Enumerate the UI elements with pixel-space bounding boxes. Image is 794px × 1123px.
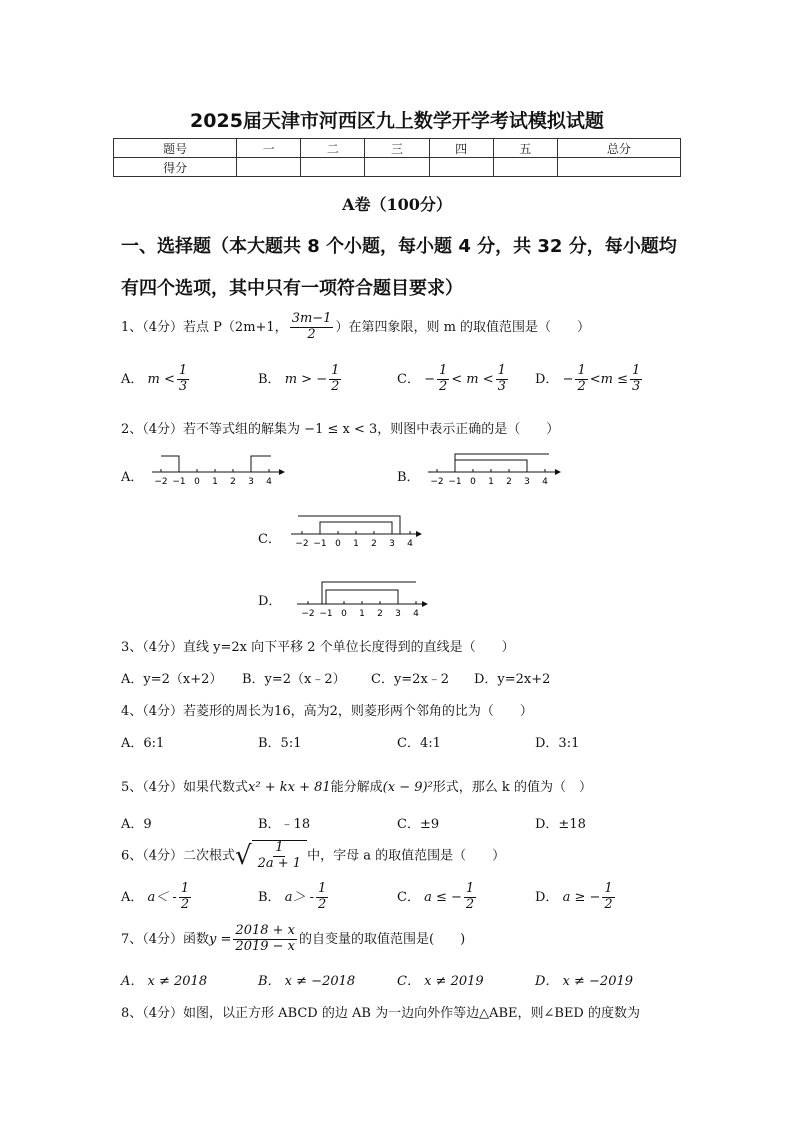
q2-option-a-label[interactable]: A．: [121, 470, 144, 485]
q6-option-c[interactable]: C． a ≤ − $\frac{1}{2}$: [397, 881, 475, 912]
question-2: 2、（4分）若不等式组的解集为 −1 ≤ x < 3，则图中表示正确的是（ ）: [121, 422, 560, 437]
section-1-heading-line1: 一、选择题（本大题共 8 个小题，每小题 4 分，共 32 分，每小题均: [121, 236, 677, 257]
question-7: 7、（4分）函数y = $\frac{2018 + x}{2019 - x}$ 的自变量的取值范围是( ): [121, 923, 466, 954]
question-4: 4、（4分）若菱形的周长为16，高为2，则菱形两个邻角的比为（ ）: [121, 704, 533, 719]
number-line-tick-label: 0: [194, 477, 200, 487]
number-line-tick-label: 3: [395, 609, 401, 619]
score-cell: 四: [429, 139, 493, 158]
q7-option-d[interactable]: D． x ≠ −2019: [535, 974, 634, 989]
q2-option-c-label[interactable]: C．: [258, 532, 281, 547]
q2-option-d-label[interactable]: D．: [258, 594, 282, 609]
number-line-tick-label: −2: [430, 477, 444, 487]
q3-option-b[interactable]: B．y=2（x﹣2）: [242, 672, 346, 687]
q4-option-a[interactable]: A．6:1: [121, 736, 165, 751]
question-3: 3、（4分）直线 y=2x 向下平移 2 个单位长度得到的直线是（ ）: [121, 640, 515, 655]
score-cell: 得分: [114, 158, 237, 177]
q6-option-a[interactable]: A． a＜ - $\frac{1}{2}$: [121, 881, 190, 912]
number-line-tick-label: 0: [335, 539, 341, 549]
q4-option-b[interactable]: B．5:1: [258, 736, 302, 751]
question-1: [121, 312, 590, 343]
score-input-cell[interactable]: [557, 158, 680, 177]
score-cell: 三: [365, 139, 429, 158]
section-1-heading-line2: 有四个选项，其中只有一项符合题目要求）: [121, 278, 463, 299]
q5-expression-factored: (x − 9)²: [382, 780, 433, 795]
number-line-tick-label: −1: [448, 477, 462, 487]
number-line-tick-label: 2: [230, 477, 236, 487]
score-input-cell[interactable]: [301, 158, 365, 177]
number-line-tick-label: 1: [359, 609, 365, 619]
number-line-tick-label: 4: [266, 477, 272, 487]
q4-option-c[interactable]: C．4:1: [397, 736, 441, 751]
q3-option-a[interactable]: A．y=2（x+2）: [121, 672, 223, 687]
q1-option-b[interactable]: B． m > − $\frac{1}{2}$: [258, 363, 340, 394]
number-line-tick-label: 2: [506, 477, 512, 487]
number-line-tick-label: 3: [248, 477, 254, 487]
number-line-tick-label: −2: [301, 609, 315, 619]
q2-option-b-number-line[interactable]: [423, 452, 563, 488]
number-line-tick-label: 4: [413, 609, 419, 619]
score-cell: 一: [237, 139, 301, 158]
q4-option-d[interactable]: D．3:1: [535, 736, 580, 751]
number-line-tick-label: 3: [524, 477, 530, 487]
number-line-tick-label: −1: [319, 609, 333, 619]
q1-fraction: $\frac{3m-1}{2}$: [291, 311, 332, 342]
q7-option-a[interactable]: A． x ≠ 2018: [121, 974, 208, 989]
q5-option-d[interactable]: D．±18: [535, 817, 586, 832]
q2-option-a-number-line[interactable]: [147, 452, 287, 488]
number-line-tick-label: 2: [371, 539, 377, 549]
score-cell: 五: [493, 139, 557, 158]
score-input-cell[interactable]: [365, 158, 429, 177]
q2-option-b-label[interactable]: B．: [397, 470, 420, 485]
number-line-tick-label: 0: [470, 477, 476, 487]
question-6: 6、（4分）二次根式 √ $\frac{1}{2a + 1}$ 中，字母 a 的取值范围是（ ）: [121, 840, 506, 871]
number-line-tick-label: 2: [377, 609, 383, 619]
q5-option-b[interactable]: B．﹣18: [258, 817, 311, 832]
score-table: [113, 138, 681, 177]
q7-fraction: $\frac{2018 + x}{2019 - x}$: [235, 923, 295, 954]
q5-option-c[interactable]: C．±9: [397, 817, 440, 832]
q1-option-d[interactable]: D． − $\frac{1}{2}$ <m ≤ $\frac{1}{3}$: [535, 363, 641, 394]
q3-option-d[interactable]: D．y=2x+2: [474, 672, 551, 687]
score-input-cell[interactable]: [237, 158, 301, 177]
number-line-tick-label: −1: [313, 539, 327, 549]
q1-option-a[interactable]: A． m < $\frac{1}{3}$: [121, 363, 188, 394]
number-line-tick-label: −2: [295, 539, 309, 549]
q3-option-c[interactable]: C．y=2x﹣2: [371, 672, 450, 687]
number-line-tick-label: −2: [154, 477, 168, 487]
q2-option-d-number-line[interactable]: [292, 576, 432, 619]
q5-option-a[interactable]: A．9: [121, 817, 152, 832]
q1-text-pre: 1、（4分）若点 P（2m+1，: [121, 319, 288, 335]
score-table-score-row: [114, 158, 681, 177]
question-8: 8、（4分）如图，以正方形 ABCD 的边 AB 为一边向外作等边△ABE，则∠BED 的度数为: [121, 1006, 640, 1021]
q1-option-c[interactable]: C． − $\frac{1}{2}$ < m < $\frac{1}{3}$: [397, 363, 506, 394]
q6-option-b[interactable]: B． a＞ - $\frac{1}{2}$: [258, 881, 327, 912]
page-title: 2025届天津市河西区九上数学开学考试模拟试题: [190, 110, 604, 132]
number-line-tick-label: 0: [341, 609, 347, 619]
q6-option-d[interactable]: D． a ≥ − $\frac{1}{2}$: [535, 881, 613, 912]
q1-text-post: ）在第四象限，则 m 的取值范围是（ ）: [335, 319, 591, 335]
q5-expression: x² + kx + 81: [248, 780, 331, 795]
score-cell: 题号: [114, 139, 237, 158]
q7-option-b[interactable]: B． x ≠ −2018: [258, 974, 356, 989]
number-line-tick-label: 1: [212, 477, 218, 487]
number-line-tick-label: 4: [407, 539, 413, 549]
score-input-cell[interactable]: [493, 158, 557, 177]
section-a-heading: A卷（100分）: [342, 195, 452, 214]
score-cell: 二: [301, 139, 365, 158]
number-line-tick-label: −1: [172, 477, 186, 487]
question-5: 5、（4分）如果代数式x² + kx + 81能分解成(x − 9)²形式，那么 k 的值为（ ）: [121, 780, 592, 795]
score-table-header-row: [114, 139, 681, 158]
number-line-tick-label: 4: [542, 477, 548, 487]
score-input-cell[interactable]: [429, 158, 493, 177]
number-line-tick-label: 3: [389, 539, 395, 549]
q6-radical: √ $\frac{1}{2a + 1}$: [235, 840, 307, 872]
number-line-tick-label: 1: [488, 477, 494, 487]
q7-option-c[interactable]: C． x ≠ 2019: [397, 974, 484, 989]
score-cell: 总分: [557, 139, 680, 158]
q2-option-c-number-line[interactable]: [286, 514, 426, 550]
number-line-tick-label: 1: [353, 539, 359, 549]
